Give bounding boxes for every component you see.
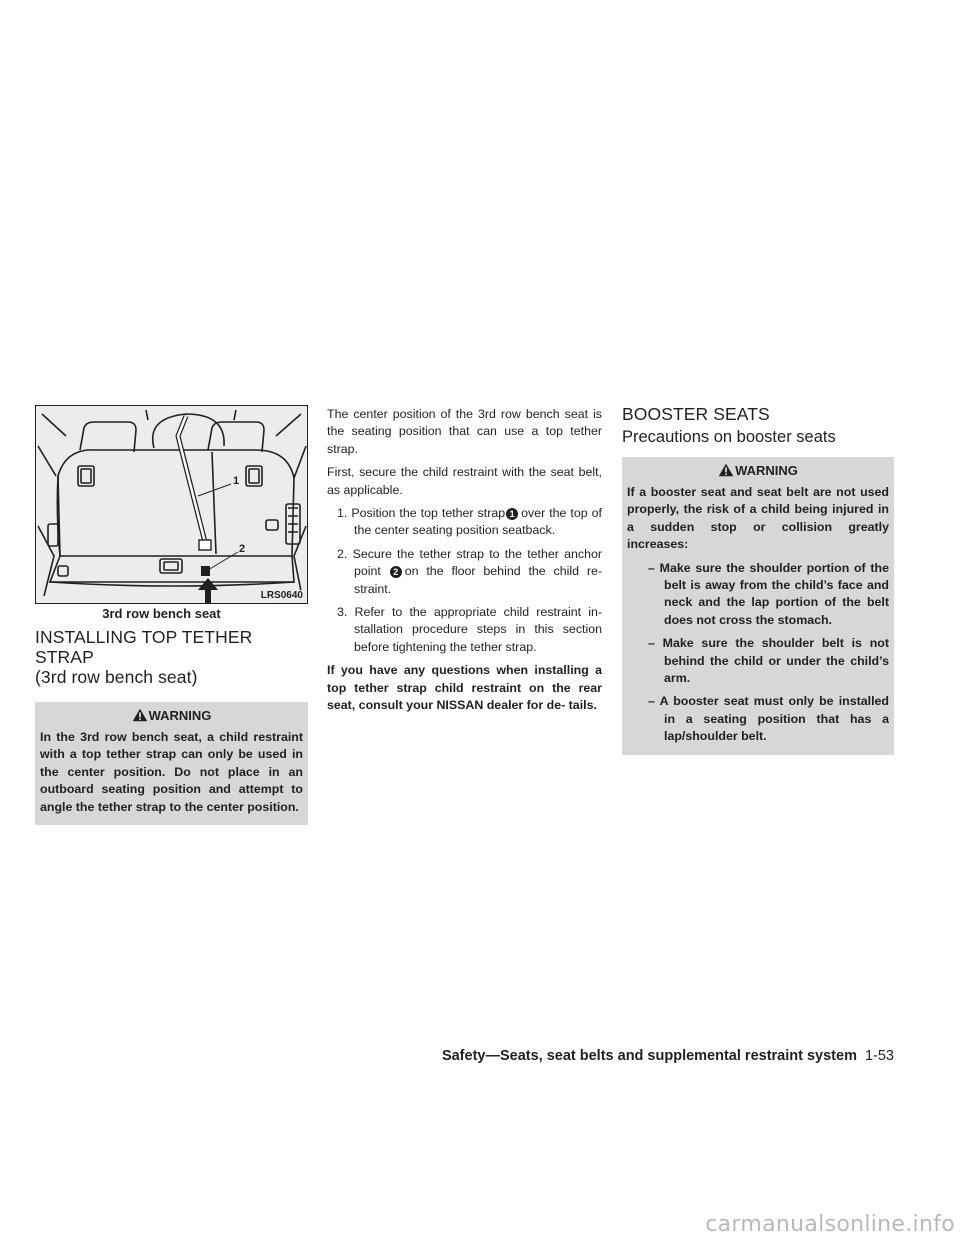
step-3-text: Refer to the appropriate child restraint in- stallation procedure steps in this section before tightening the tether strap.	[354, 605, 602, 654]
heading-line-2: (3rd row bench seat)	[35, 667, 198, 687]
warning-item-1: – Make sure the shoulder portion of the belt is away from the child’s face and neck and the lap portion of the belt does not cross the stomach.	[648, 560, 889, 627]
warning-text: If a booster seat and seat belt are not used properly, the risk of a child being injured in a sudden stop or collision greatly increases:	[627, 485, 889, 552]
warning-item-3: – A booster seat must only be installed in a seating position that has a lap/shoulder belt.	[648, 694, 889, 744]
middle-column	[327, 406, 602, 721]
warning-box-booster	[622, 457, 894, 755]
seat-illustration	[35, 405, 308, 604]
first-paragraph: First, secure the child restraint with the seat belt, as applicable.	[327, 465, 602, 497]
warning-header	[622, 463, 894, 479]
callout-2-marker: 2	[390, 566, 402, 578]
step-3	[327, 604, 602, 656]
step-2-text-b: on the floor behind the child re- straint.	[354, 564, 602, 596]
heading-line-1: INSTALLING TOP TETHER STRAP	[35, 627, 253, 667]
warning-title: WARNING	[148, 708, 212, 723]
step-1	[327, 505, 602, 540]
figure-code: LRS0640	[260, 590, 303, 601]
step-2	[327, 546, 602, 598]
step-1-text-a: Position the top tether strap	[351, 506, 506, 521]
bench-seat-drawing	[36, 406, 307, 603]
section-heading-tether	[35, 627, 308, 687]
intro-paragraph: The center position of the 3rd row bench seat is the seating position that can use a top tether strap.	[327, 407, 602, 456]
warning-title: WARNING	[735, 463, 798, 478]
warning-box-tether	[35, 702, 308, 825]
callout-1-marker: 1	[506, 508, 518, 520]
step-3-number: 3.	[337, 605, 348, 620]
callout-1-label: 1	[233, 475, 240, 487]
booster-subheading: Precautions on booster seats	[622, 428, 836, 446]
warning-item-2: – Make sure the shoulder belt is not behind the child or under the child’s arm.	[648, 636, 889, 686]
step-1-number: 1.	[337, 506, 348, 521]
warning-header	[35, 708, 308, 724]
left-column	[35, 405, 308, 825]
page-footer	[442, 1048, 894, 1064]
right-column	[622, 404, 894, 755]
step-2-text-a: Secure the tether strap to the tether anchor point	[352, 546, 602, 579]
callout-2-label: 2	[239, 543, 246, 555]
step-1-text-b: over the top of the center seating position seatback.	[354, 506, 602, 538]
chapter-title: Safety—Seats, seat belts and supplemental restraint system	[441, 1048, 857, 1064]
page-number: 1-53	[864, 1048, 894, 1064]
booster-heading: BOOSTER SEATS	[622, 404, 770, 424]
watermark: carmanualsonline.info	[705, 1212, 955, 1237]
step-2-number: 2.	[337, 546, 348, 561]
warning-text: In the 3rd row bench seat, a child restraint with a top tether strap can only be used in the center position. Do not place in an outboard seating position and attempt to angle the tether strap to the center position.	[40, 730, 303, 814]
figure-caption: 3rd row bench seat	[102, 606, 221, 621]
dealer-note: If you have any questions when installing a top tether strap child restraint on the rear seat, consult your NISSAN dealer for de- tails.	[327, 663, 602, 713]
warning-triangle-icon	[132, 708, 148, 722]
warning-triangle-icon	[718, 463, 734, 477]
